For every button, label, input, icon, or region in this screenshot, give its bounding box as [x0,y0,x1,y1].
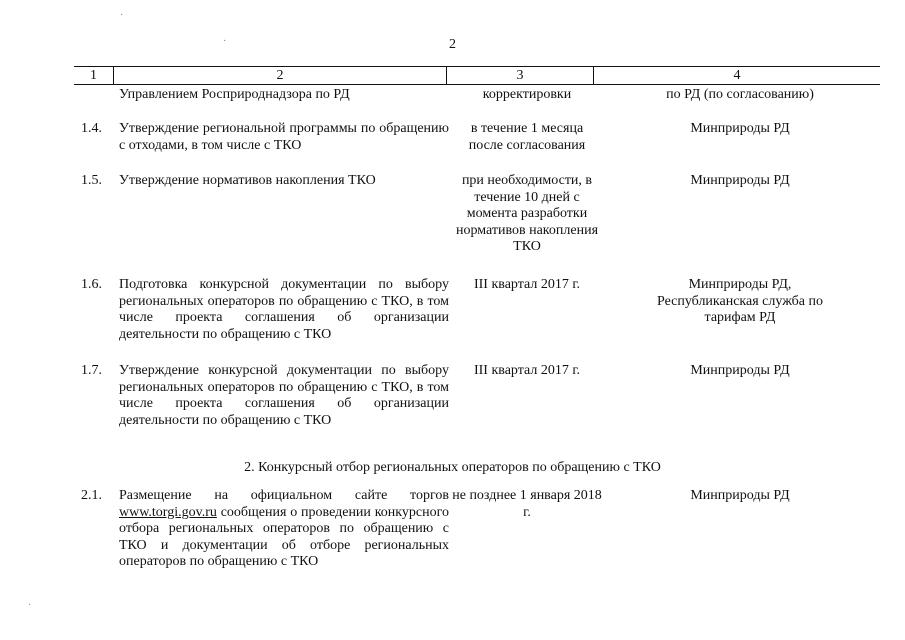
header-col-2: 2 [276,68,284,83]
row-text [119,488,449,571]
row-text-end: сообщения о проведении конкурсного отбора региональных операторов по обращению с ТКО и документации об отборе региональных операторов по обращению с ТКО [119,504,450,569]
row-number: 1.6. [81,277,102,292]
row-term: при необходимости, в течение 10 дней с момента разработки нормативов накопления ТКО [455,173,599,254]
row-text: Утверждение нормативов накопления ТКО [119,173,376,188]
row-text: Утверждение региональной программы по обращению с отходами, в том числе с ТКО [119,121,449,153]
continuation-text: Управлением Росприроднадзора по РД [119,87,350,102]
row-text: Подготовка конкурсной документации по выбору региональных операторов по обращению с ТКО, в том числе проекта соглашения об организации деятельности по обращению с ТКО [119,277,449,342]
continuation-responsible: по РД (по согласованию) [666,87,814,102]
row-term: не позднее 1 января 2018 г. [452,488,602,520]
row-text-start: Размещение на официальном сайте торгов [119,488,449,503]
row-term: III квартал 2017 г. [473,277,581,292]
row-number: 1.4. [81,121,102,136]
row-responsible: Минприроды РД [690,363,790,378]
row-responsible: Минприроды РД [690,173,790,188]
header-col-3: 3 [516,68,524,83]
row-term: III квартал 2017 г. [473,363,581,378]
scan-speck: · [223,36,227,47]
row-number: 2.1. [81,488,102,503]
row-responsible: Минприроды РД [690,488,790,503]
row-responsible: Минприроды РД [690,121,790,136]
continuation-term: корректировки [482,87,572,102]
torgi-link[interactable]: www.torgi.gov.ru [119,504,217,520]
scan-speck: · [28,600,32,611]
row-text: Утверждение конкурсной документации по выбору региональных операторов по обращению с ТКО, в том числе проекта соглашения об организации деятельности по обращению с ТКО [119,363,449,428]
header-col-1: 1 [90,68,97,83]
table-header [74,66,880,85]
row-number: 1.5. [81,173,102,188]
row-number: 1.7. [81,363,102,378]
row-responsible: Минприроды РД, Республиканская служба по тарифам РД [656,277,824,325]
row-term: в течение 1 месяца после согласования [468,121,586,153]
scan-speck: · [120,10,124,21]
page-number: 2 [449,37,456,52]
section-title: 2. Конкурсный отбор региональных операторов по обращению с ТКО [244,460,661,475]
header-col-4: 4 [733,68,741,83]
